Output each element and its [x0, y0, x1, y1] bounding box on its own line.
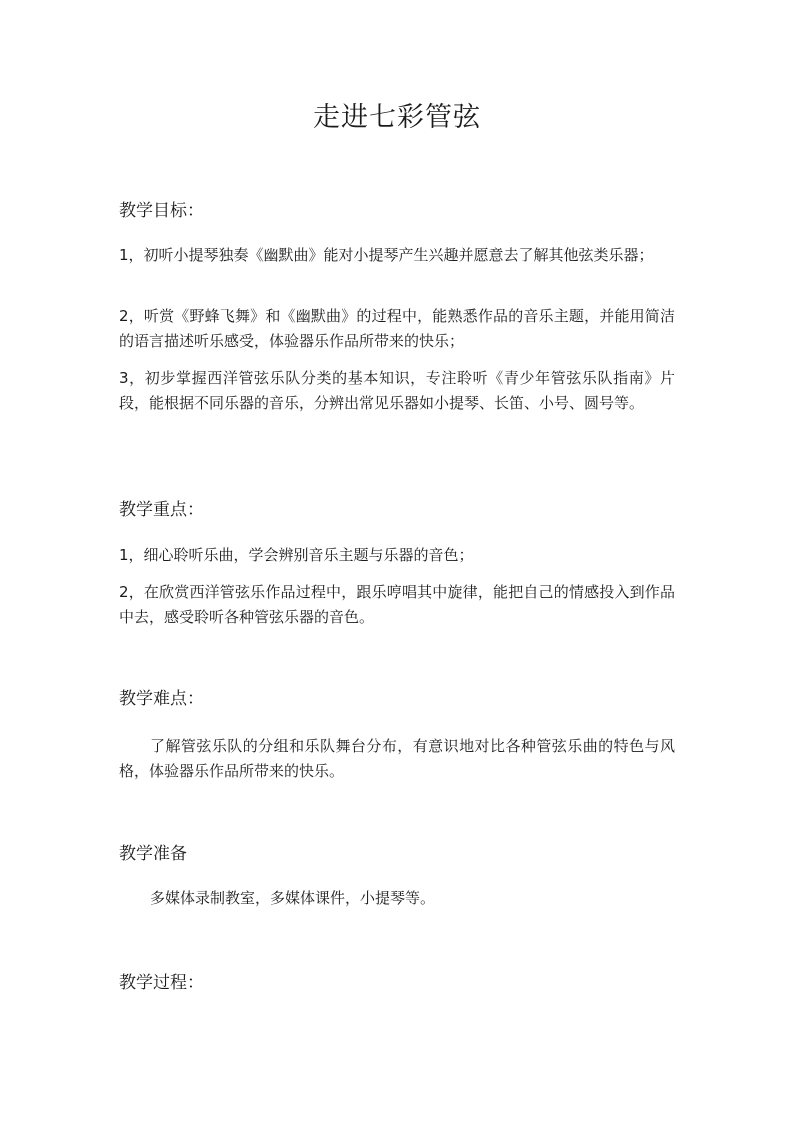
document-title: 走进七彩管弦: [313, 102, 481, 133]
key-point-item-1: 1，细心聆听乐曲，学会辨别音乐主题与乐器的音色；: [119, 546, 474, 564]
key-points-heading: 教学重点：: [119, 500, 204, 520]
goal-item-3: 3，初步掌握西洋管弦乐队分类的基本知识，专注聆听《青少年管弦乐队指南》片段，能根据不同乐器的音乐，分辨出常见乐器如小提琴、长笛、小号、圆号等。: [119, 369, 675, 412]
key-point-item-2: 2，在欣赏西洋管弦乐作品过程中，跟乐哼唱其中旋律，能把自己的情感投入到作品中去，感受聆听各种管弦乐器的音色。: [119, 583, 675, 626]
goal-item-2: 2，听赏《野蜂飞舞》和《幽默曲》的过程中，能熟悉作品的音乐主题，并能用简洁的语言描述听乐感受，体验器乐作品所带来的快乐；: [119, 307, 675, 350]
preparation-heading: 教学准备: [119, 844, 187, 864]
goals-heading: 教学目标：: [119, 201, 204, 221]
goal-item-1: 1，初听小提琴独奏《幽默曲》能对小提琴产生兴趣并愿意去了解其他弦类乐器；: [119, 246, 654, 264]
process-heading: 教学过程：: [119, 973, 204, 993]
preparation-text: 多媒体录制教室，多媒体课件，小提琴等。: [150, 889, 436, 907]
difficulties-text: 了解管弦乐队的分组和乐队舞台分布，有意识地对比各种管弦乐曲的特色与风格，体验器乐作品所带来的快乐。: [119, 737, 675, 780]
difficulties-heading: 教学难点：: [119, 689, 204, 709]
